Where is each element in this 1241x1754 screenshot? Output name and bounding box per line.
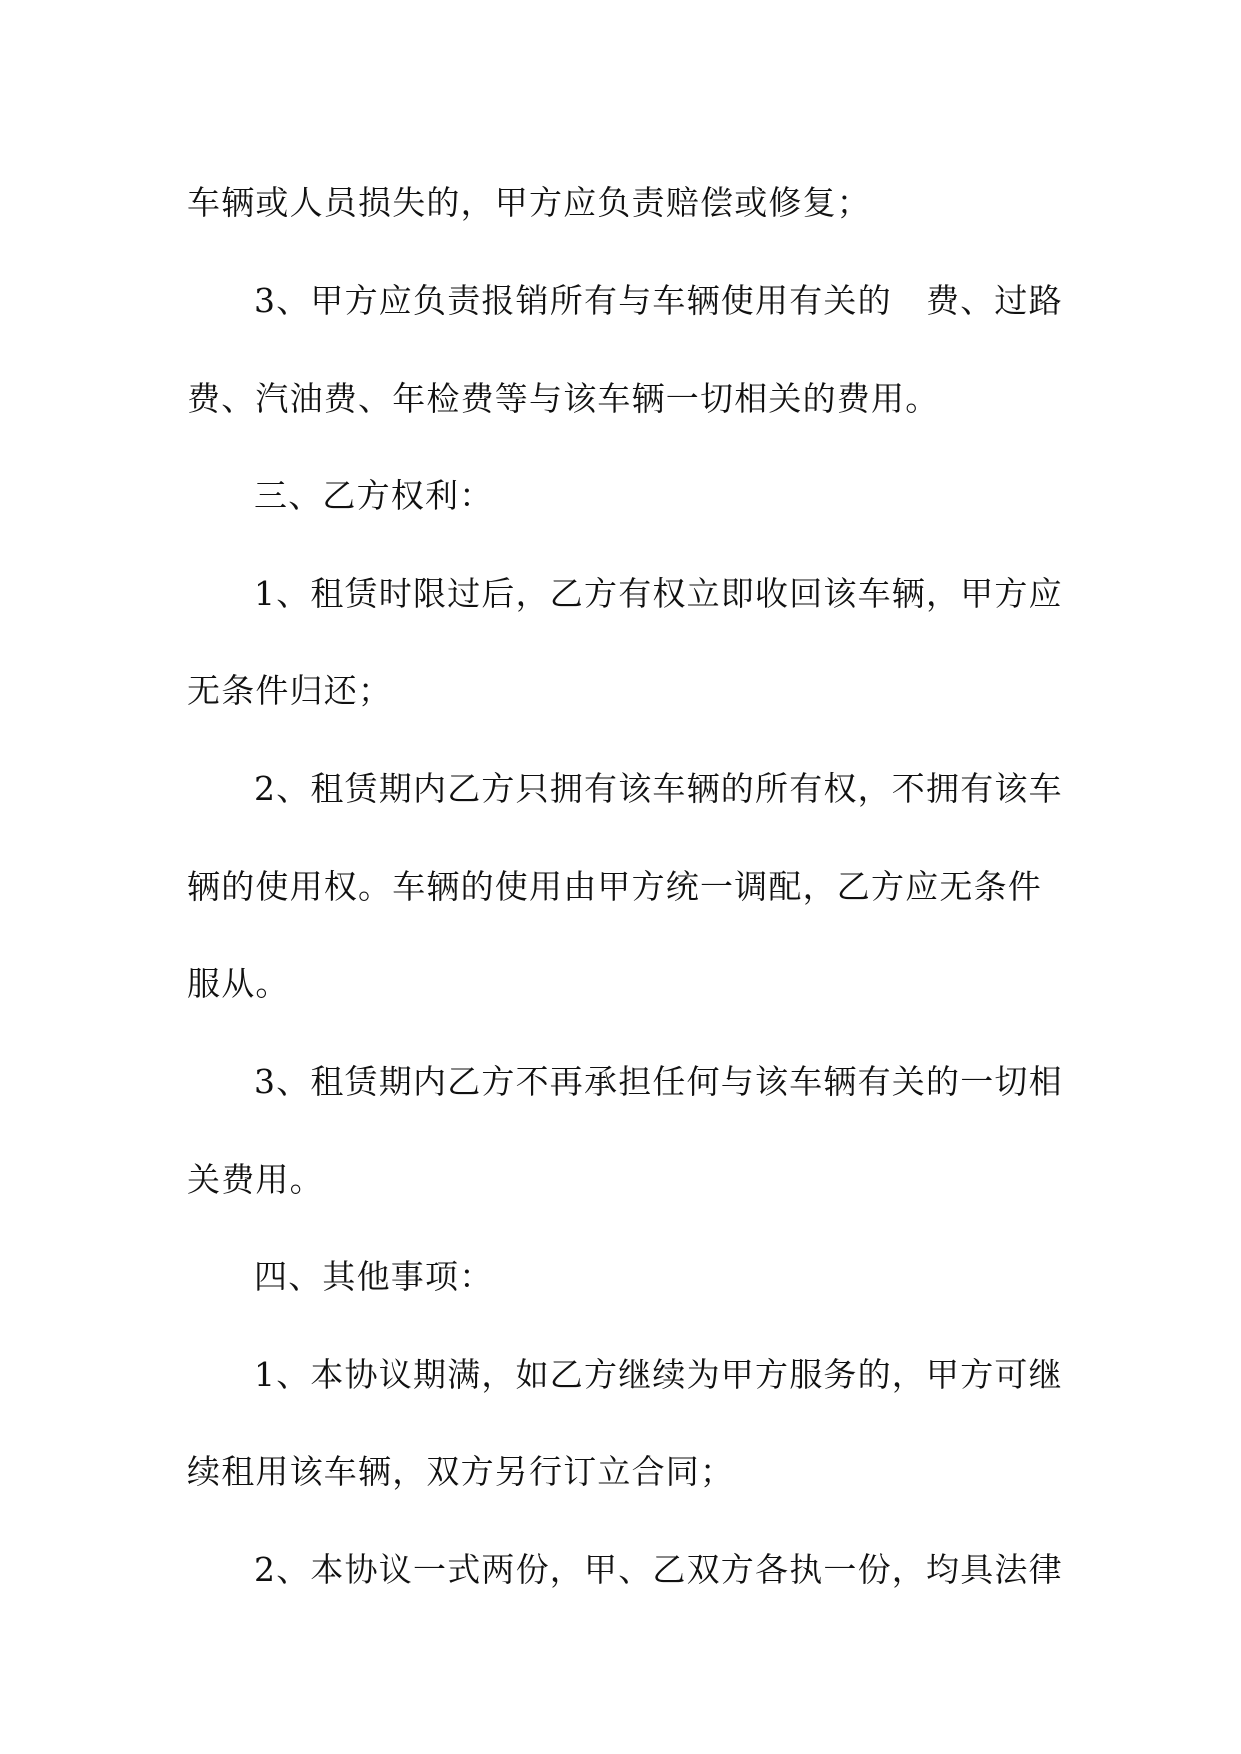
clause-2-line-2: 辆的使用权。车辆的使用由甲方统一调配，乙方应无条件 [187,867,1042,906]
other-clause-2-line-1: 2、本协议一式两份，甲、乙双方各执一份，均具法律 [254,1550,1063,1589]
other-clause-1-line-1: 1、本协议期满，如乙方继续为甲方服务的，甲方可继 [254,1355,1063,1394]
section-heading-party-b-rights: 三、乙方权利： [254,476,494,515]
clause-1-line-2: 无条件归还； [187,671,393,710]
clause-2-line-3: 服从。 [187,964,290,1003]
clause-3-line-1: 3、甲方应负责报销所有与车辆使用有关的 费、过路 [254,281,1063,320]
clause-3-line-2: 费、汽油费、年检费等与该车辆一切相关的费用。 [187,379,940,418]
clause-1-line-1: 1、租赁时限过后，乙方有权立即收回该车辆，甲方应 [254,574,1063,613]
clause-3b-line-1: 3、租赁期内乙方不再承担任何与该车辆有关的一切相 [254,1062,1063,1101]
clause-2-line-1: 2、租赁期内乙方只拥有该车辆的所有权，不拥有该车 [254,769,1063,808]
clause-3b-line-2: 关费用。 [187,1160,324,1199]
section-heading-other-matters: 四、其他事项： [254,1257,494,1296]
text-line: 车辆或人员损失的，甲方应负责赔偿或修复； [187,183,871,222]
other-clause-1-line-2: 续租用该车辆，双方另行订立合同； [187,1452,735,1491]
